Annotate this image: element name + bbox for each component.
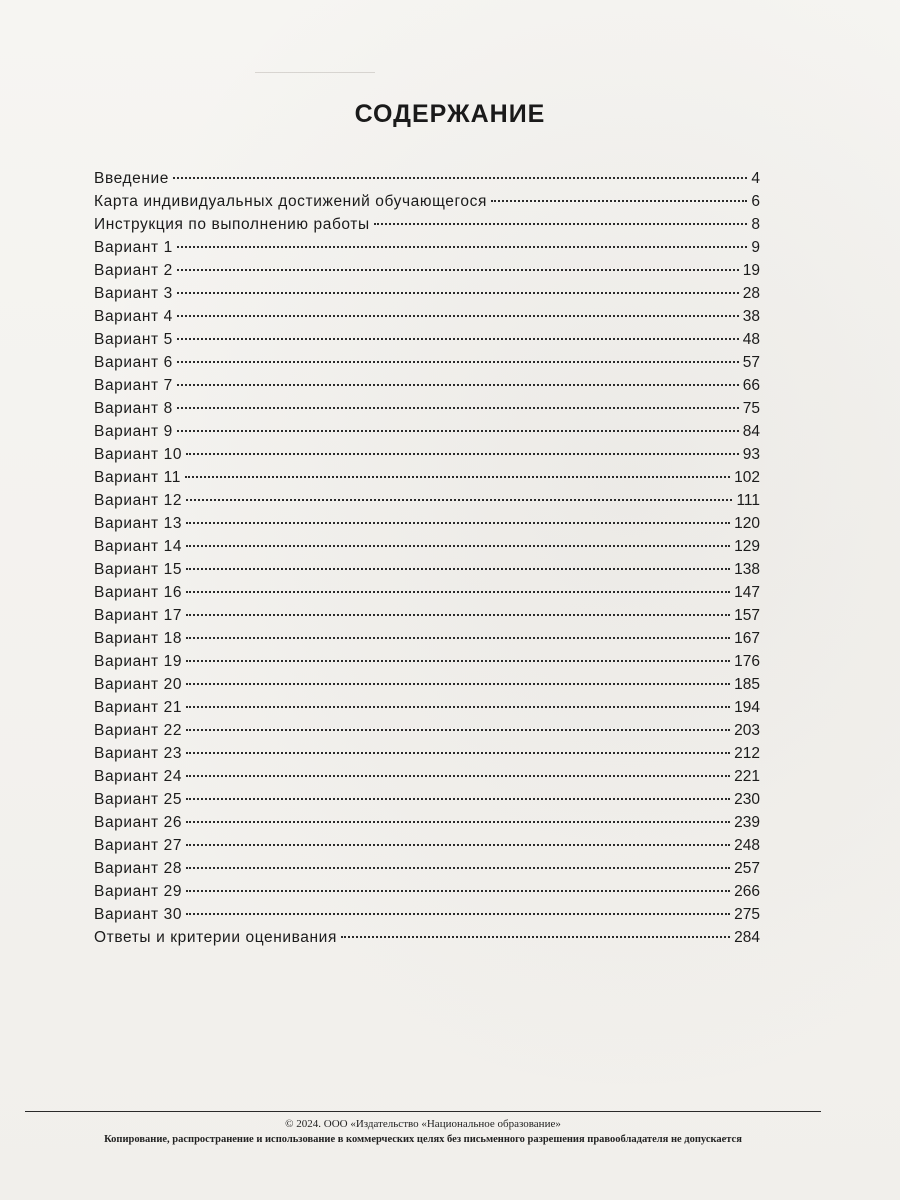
- toc-leader-dots: [374, 223, 748, 225]
- toc-entry-page: 248: [734, 837, 760, 854]
- toc-entry-label: Вариант 5: [94, 331, 173, 348]
- toc-leader-dots: [491, 200, 747, 202]
- toc-entry-page: 275: [734, 906, 760, 923]
- footer-divider: [25, 1111, 821, 1112]
- toc-entry-label: Вариант 28: [94, 860, 183, 877]
- toc-leader-dots: [186, 499, 732, 501]
- toc-entry-page: 93: [742, 446, 760, 463]
- toc-entry-label: Вариант 30: [94, 906, 183, 923]
- toc-entry-page: 157: [734, 607, 760, 624]
- toc-entry: [94, 515, 760, 538]
- toc-entry-page: 28: [742, 285, 760, 302]
- toc-entry: [94, 469, 760, 492]
- toc-entry-label: Вариант 9: [94, 423, 173, 440]
- toc-entry-label: Вариант 15: [94, 561, 183, 578]
- toc-entry-page: 120: [734, 515, 760, 532]
- toc-entry-label: Введение: [94, 170, 169, 187]
- toc-entry-label: Вариант 22: [94, 722, 183, 739]
- toc-entry-label: Вариант 7: [94, 377, 173, 394]
- toc-entry-label: Вариант 26: [94, 814, 183, 831]
- toc-entry-page: 4: [751, 170, 760, 187]
- toc-entry-label: Вариант 12: [94, 492, 183, 509]
- toc-entry: [94, 193, 760, 216]
- toc-leader-dots: [186, 614, 730, 616]
- toc-entry-page: 138: [734, 561, 760, 578]
- toc-entry-page: 84: [742, 423, 760, 440]
- toc-leader-dots: [186, 660, 730, 662]
- toc-entry: [94, 906, 760, 929]
- toc-leader-dots: [186, 844, 730, 846]
- toc-entry-label: Вариант 14: [94, 538, 183, 555]
- toc-entry-page: 239: [734, 814, 760, 831]
- toc-entry: [94, 354, 760, 377]
- toc-entry: [94, 676, 760, 699]
- toc-entry-page: 102: [734, 469, 760, 486]
- toc-leader-dots: [186, 453, 739, 455]
- toc-entry: [94, 170, 760, 193]
- toc-leader-dots: [186, 545, 730, 547]
- toc-entry-page: 221: [734, 768, 760, 785]
- toc-entry-page: 6: [751, 193, 760, 210]
- toc-entry-page: 38: [742, 308, 760, 325]
- toc-entry-page: 19: [742, 262, 760, 279]
- toc-entry-label: Вариант 24: [94, 768, 183, 785]
- toc-leader-dots: [177, 361, 739, 363]
- toc-entry: [94, 653, 760, 676]
- toc-entry-label: Карта индивидуальных достижений обучающегося: [94, 193, 487, 210]
- toc-leader-dots: [173, 177, 747, 179]
- toc-entry-page: 111: [736, 492, 760, 509]
- toc-entry-label: Вариант 27: [94, 837, 183, 854]
- toc-leader-dots: [186, 798, 730, 800]
- toc-entry-label: Вариант 3: [94, 285, 173, 302]
- toc-entry-label: Вариант 25: [94, 791, 183, 808]
- toc-entry-page: 129: [734, 538, 760, 555]
- toc-entry: [94, 423, 760, 446]
- toc-entry: [94, 699, 760, 722]
- toc-entry-label: Вариант 1: [94, 239, 173, 256]
- toc-entry: [94, 262, 760, 285]
- toc-entry: [94, 400, 760, 423]
- toc-entry-label: Инструкция по выполнению работы: [94, 216, 370, 233]
- toc-entry: [94, 722, 760, 745]
- toc-entry-label: Вариант 29: [94, 883, 183, 900]
- toc-leader-dots: [177, 315, 739, 317]
- toc-leader-dots: [186, 913, 730, 915]
- toc-entry-page: 66: [742, 377, 760, 394]
- toc-leader-dots: [186, 591, 730, 593]
- toc-leader-dots: [177, 269, 739, 271]
- copyright-line: © 2024. ООО «Издательство «Национальное образование»: [285, 1118, 561, 1130]
- toc-leader-dots: [186, 867, 730, 869]
- toc-entry-page: 147: [734, 584, 760, 601]
- toc-entry: [94, 285, 760, 308]
- toc-entry-page: 266: [734, 883, 760, 900]
- toc-entry: [94, 446, 760, 469]
- toc-entry: [94, 768, 760, 791]
- toc-leader-dots: [186, 729, 730, 731]
- toc-entry-label: Вариант 4: [94, 308, 173, 325]
- toc-entry-page: 48: [742, 331, 760, 348]
- toc-leader-dots: [185, 476, 730, 478]
- toc-leader-dots: [186, 890, 730, 892]
- toc-leader-dots: [186, 568, 730, 570]
- toc-entry: [94, 607, 760, 630]
- paper-scratch: [255, 72, 375, 73]
- toc-entry-label: Вариант 6: [94, 354, 173, 371]
- toc-entry-page: 9: [751, 239, 760, 256]
- toc-entry-label: Вариант 10: [94, 446, 183, 463]
- toc-leader-dots: [177, 384, 739, 386]
- toc-entry: [94, 492, 760, 515]
- toc-leader-dots: [186, 821, 730, 823]
- toc-entry-label: Вариант 18: [94, 630, 183, 647]
- toc-entry: [94, 630, 760, 653]
- toc-entry-label: Вариант 11: [94, 469, 181, 486]
- table-of-contents: [94, 170, 760, 952]
- toc-entry-page: 8: [751, 216, 760, 233]
- toc-leader-dots: [186, 637, 730, 639]
- toc-leader-dots: [186, 775, 730, 777]
- toc-entry-label: Вариант 17: [94, 607, 183, 624]
- toc-entry-label: Вариант 16: [94, 584, 183, 601]
- toc-leader-dots: [186, 522, 730, 524]
- toc-entry-label: Вариант 19: [94, 653, 183, 670]
- toc-entry: [94, 745, 760, 768]
- page-title: СОДЕРЖАНИЕ: [354, 100, 546, 128]
- toc-entry: [94, 538, 760, 561]
- toc-leader-dots: [177, 246, 748, 248]
- toc-leader-dots: [186, 706, 730, 708]
- toc-entry-page: 167: [734, 630, 760, 647]
- toc-entry: [94, 929, 760, 952]
- toc-entry-page: 230: [734, 791, 760, 808]
- toc-entry: [94, 308, 760, 331]
- toc-entry: [94, 883, 760, 906]
- toc-entry: [94, 216, 760, 239]
- toc-entry-label: Вариант 13: [94, 515, 183, 532]
- toc-leader-dots: [341, 936, 730, 938]
- toc-entry-label: Вариант 20: [94, 676, 183, 693]
- toc-entry-page: 257: [734, 860, 760, 877]
- toc-entry: [94, 561, 760, 584]
- toc-entry-page: 194: [734, 699, 760, 716]
- toc-entry-page: 212: [734, 745, 760, 762]
- toc-entry-label: Вариант 23: [94, 745, 183, 762]
- toc-entry: [94, 860, 760, 883]
- toc-entry: [94, 791, 760, 814]
- toc-leader-dots: [177, 430, 739, 432]
- toc-entry: [94, 837, 760, 860]
- toc-leader-dots: [186, 752, 730, 754]
- toc-entry: [94, 584, 760, 607]
- toc-entry-label: Ответы и критерии оценивания: [94, 929, 337, 946]
- toc-leader-dots: [186, 683, 730, 685]
- toc-entry-page: 203: [734, 722, 760, 739]
- copyright-notice: [0, 1117, 846, 1147]
- toc-entry: [94, 331, 760, 354]
- toc-entry: [94, 377, 760, 400]
- toc-entry: [94, 239, 760, 262]
- toc-leader-dots: [177, 292, 739, 294]
- toc-entry-page: 57: [742, 354, 760, 371]
- toc-entry: [94, 814, 760, 837]
- toc-entry-page: 176: [734, 653, 760, 670]
- toc-entry-label: Вариант 21: [94, 699, 183, 716]
- toc-entry-page: 75: [742, 400, 760, 417]
- toc-entry-page: 185: [734, 676, 760, 693]
- copyright-restriction: Копирование, распространение и использование в коммерческих целях без письменного разрешения правообладателя не допускается: [104, 1134, 742, 1145]
- toc-entry-page: 284: [734, 929, 760, 946]
- toc-leader-dots: [177, 407, 739, 409]
- toc-entry-label: Вариант 2: [94, 262, 173, 279]
- toc-entry-label: Вариант 8: [94, 400, 173, 417]
- toc-leader-dots: [177, 338, 739, 340]
